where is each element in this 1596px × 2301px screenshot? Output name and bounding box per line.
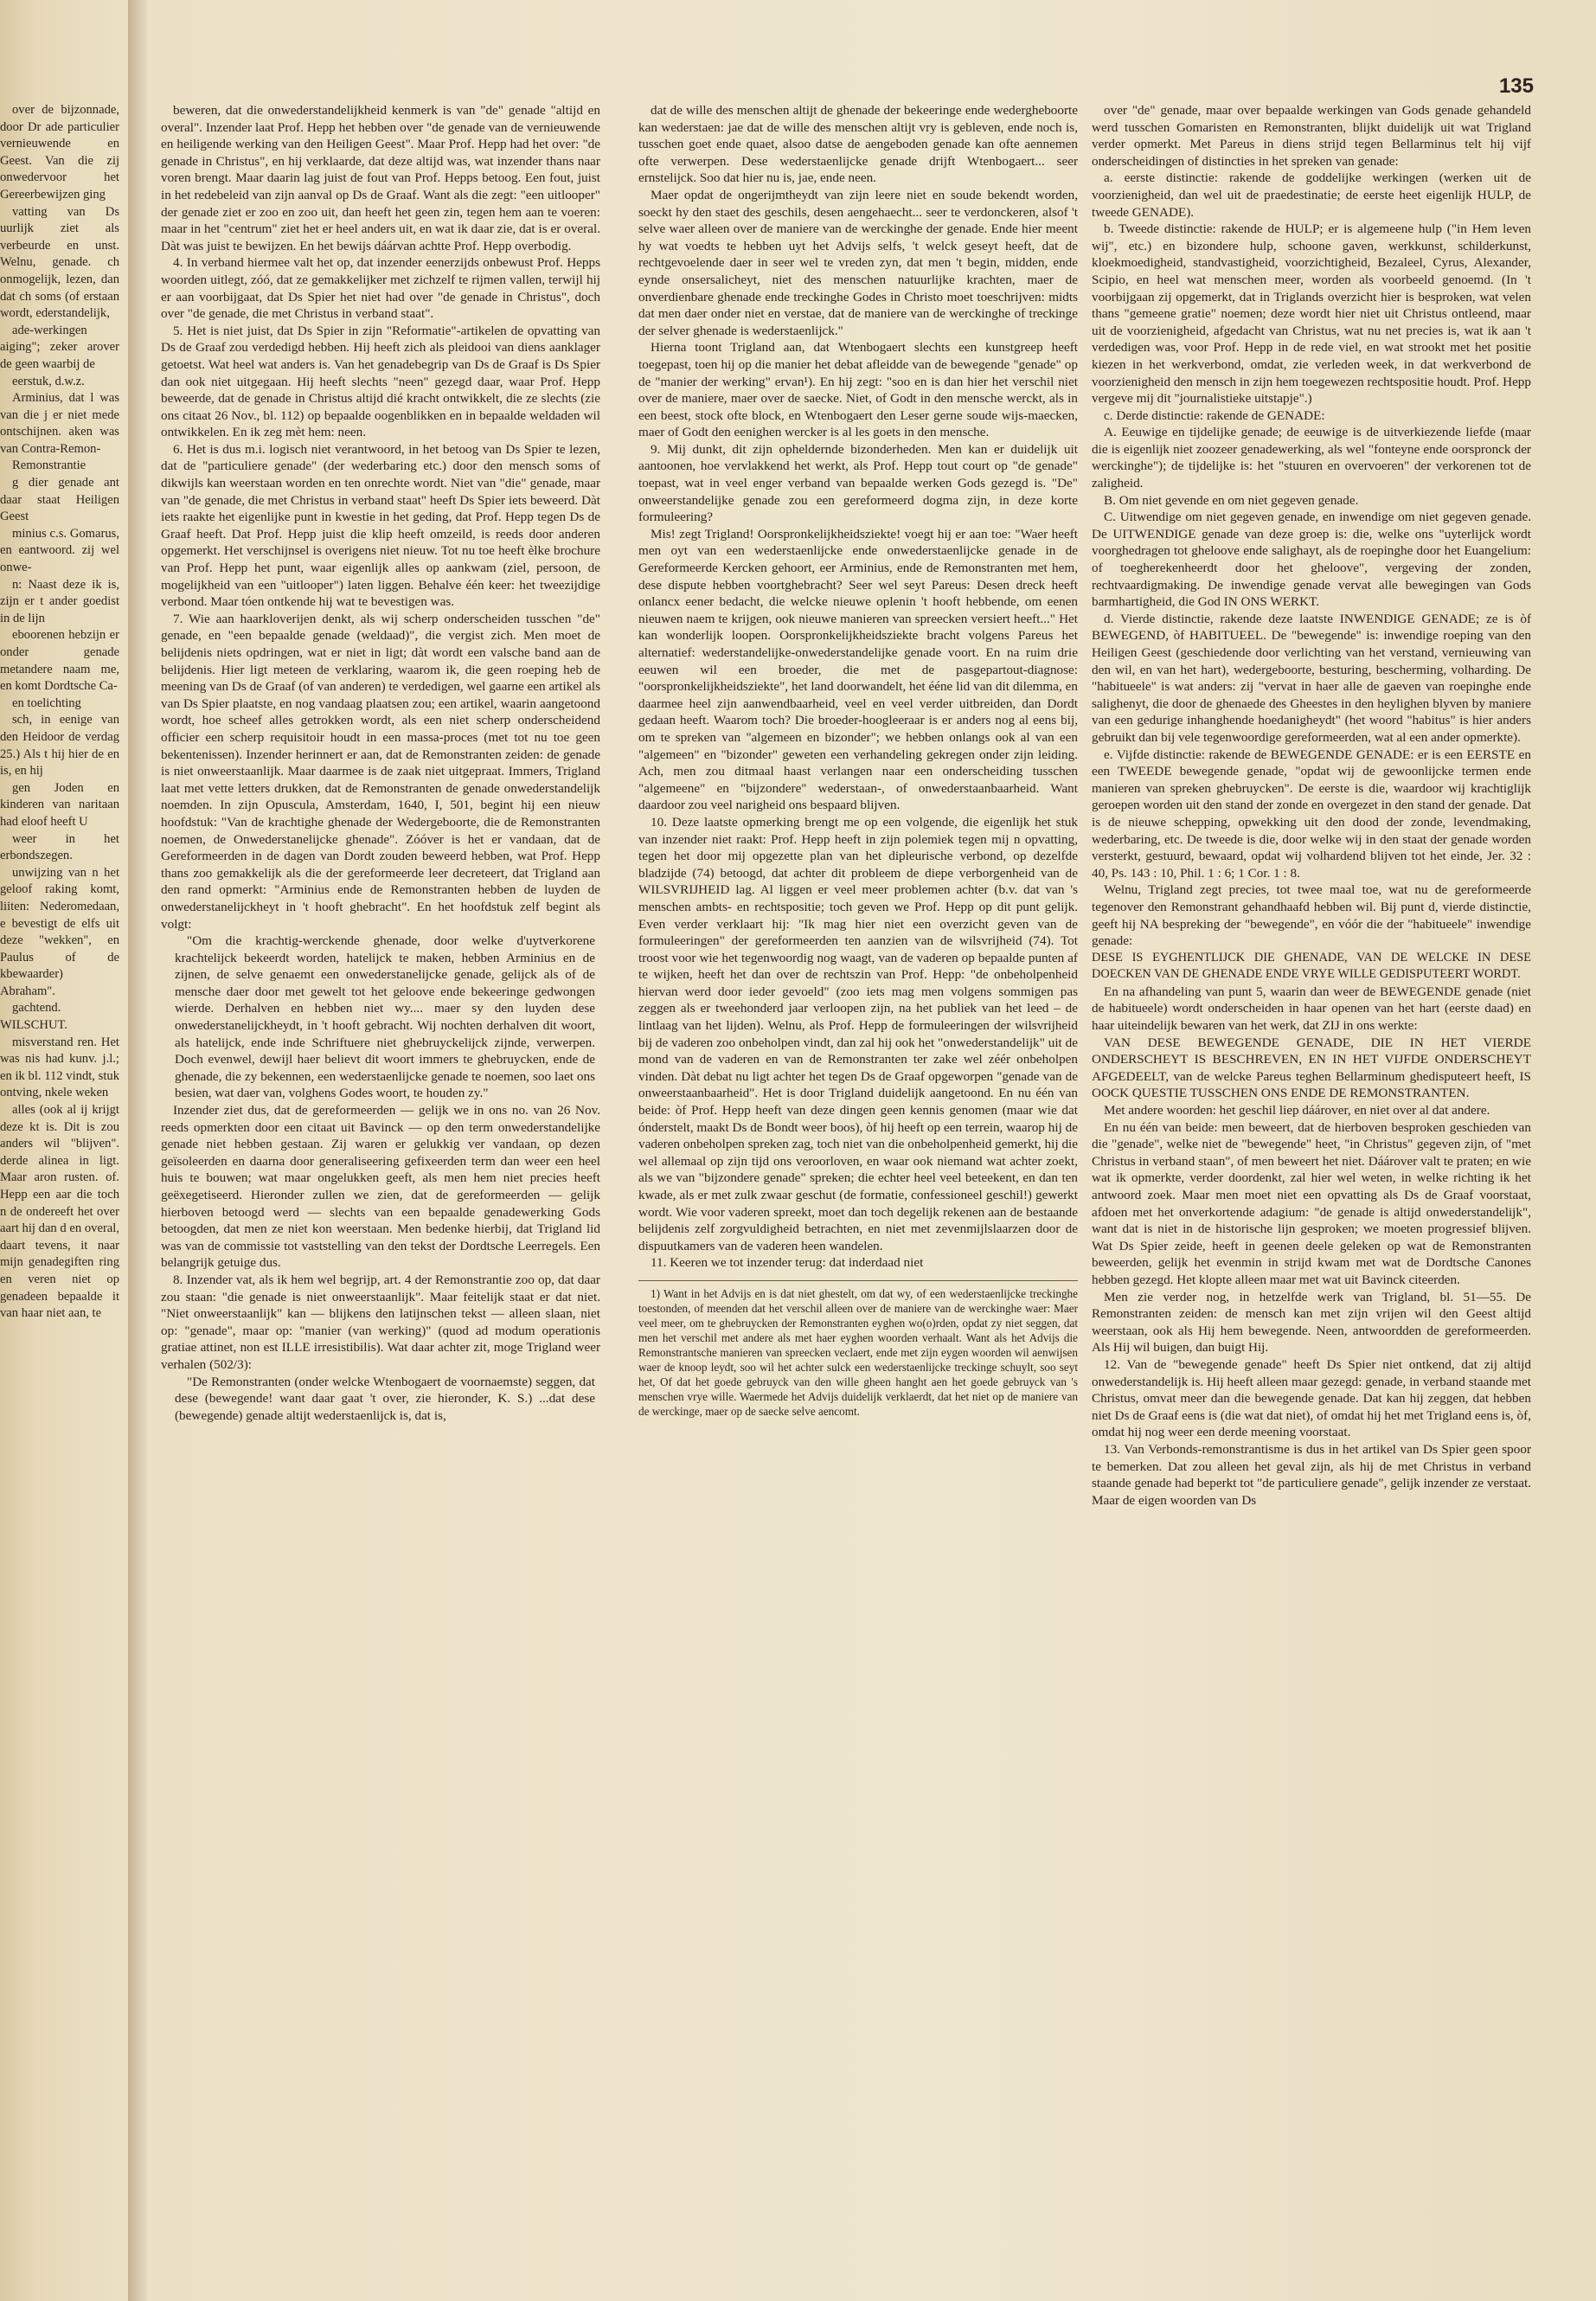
text-column-2	[638, 102, 1078, 2247]
paragraph: 10. Deze laatste opmerking brengt me op een volgende, die eigenlijk het stuk van inzender niet raakt: Prof. Hepp heeft in zijn polemiek tegen mij n opvatting, tegen het door mij opgezette plan van het dipleurische verbond, op dezelfde bladzijde (74) betoogd, dat achter dit probleem de diepe verborgenheid van de WILSVRIJHEID lag. Al liggen er veel meer problemen achter (b.v. dat van 's menschen ambts- en rechtspositie; toch geven we Prof. Hepp op dit punt gelijk. Even verder verklaart hij: "Ik mag hier niet een overzicht geven van de formuleeringen" der gereformeerden ten aanzien van de wilsvrijheid (74). Tot troost voor wie het tegenwoordig nog waagt, van de vaderen op bepaalde punten af te wijken, heeft het dan over de rechtszin van Prof. Hepp: "de onbeholpenheid hiervan werd door ieder gevoeld" (zoo iets mag men volgens sommigen pas zeggen als er tweehonderd jaar verloopen zijn, na het publiek van het leed – de lintlaag van het lijden). Welnu, als Prof. Hepp de formuleeringen der wilsvrijheid bij de vaderen zoo onbeholpen vindt, dan zal hij ook het "onwederstandelijk" uit de mond van de vaderen en van de Remonstranten ter zake wel zéér onbeholpen vinden. Dàt debat nu ligt achter het tegen Ds de Graaf opgeworpen "genade van de onweerstaanbaarheid". Het is door Trigland duidelijk aangetoond. En nu één van beide: òf Prof. Hepp heeft van deze dingen geen kennis genomen (maar wie dat ónderstelt, maakt Ds de Bondt weer boos), òf hij heeft op een terrein, waarop hij de vaderen onbeholpen spreken zag, toch niet van die onbeholpenheid gemerkt, hij die wel allemaal op zijn tijd ons veroorloven, en waar ook niemand wat achter zoekt, als we van "bijzondere genade" spreken; die echter heel veel beteekent, en dan ten kwade, als er met zulk zwaar geschut (de formatie, confessioneel geschil!) gewerkt wordt. Wie voor vaderen spreekt, moet dan toch degelijk rekenen aan de bestaande belijdenis zelf zorgvuldigheid betrachten, en niet met zevenmijlslaarzen door de dispuutkamers van de vaderen heen wandelen.	[638, 814, 1078, 1253]
paragraph: "Om die krachtig-werckende ghenade, door welke d'uytverkorene krachtelijck bekeerdt worden, hatelijck te maken, hebben Arminius en de zijnen, de selve genaemt een onwederstanelijcke genade, gelijck als of de mensche daer door met gewelt tot het geloove ende bekeeringe gedwongen wierde. Derhalven en hebben niet wy.... maer sy den luyden dese onwederstanelijckheydt, in 't hooft gebracht. Wij nochten derhalven dit woort, als hatelijck, ende inde Schriftuere niet ghebruyckelijck zijnde, verwerpen. Doch evenwel, dewijl haer believt dit woort immers te ghebruycken, ende de ghenade, die zy bekennen, een wederstaenlijcke genade te noemen, soo laet ons besien, wat daer van, volghens Godes woort, te houden zy."	[175, 933, 595, 1101]
paragraph: C. Uitwendige om niet gegeven genade, en inwendige om niet gegeven genade. De UITWENDIGE genade van deze groep is: die, welke ons "uyterlijck wordt voorghedragen tot gheloove ende salighayt, als de roepinghe door het Euangelium: of toegherekenheerdt door het gheloove", vergeving der zonden, rechtvaardigmaking. De inwendige genade vervat alle bewegingen van Gods barmhartigheid, die God IN ONS WERKT.	[1092, 510, 1531, 610]
margin-paragraph: vatting van Ds uurlijk ziet als verbeurde en unst. Welnu, genade. ch onmogelijk, lezen, dan dat ch soms (of erstaan wordt, ederstandelijk,	[0, 204, 119, 321]
paragraph: 6. Het is dus m.i. logisch niet verantwoord, in het betoog van Ds Spier te lezen, dat de "particuliere genade" (der wederbaring etc.) door den mensch soms of dikwijls kan weerstaan worden en ten onrechte wordt. Niet van "die" genade, maar van "de genade, die met Christus in verband staat" heeft Ds Spier iets beweerd. Dàt iets raakte het eigenlijke punt in kwestie in het geding, dat Prof. Hepp tegen Ds de Graaf heeft. Dat Prof. Hepp juist die klip heeft omzeild, is reeds door anderen opgemerkt. Het verschijnsel is overigens niet nieuw. Tot nu toe heeft èlke brochure van Prof. Hepp het punt, waar eigenlijk alles op aankwam (ziel, persoon, de mogelijkheid van een "uitlooper") laten liggen. Behalve één keer: het tweezijdige verbond. Maar tóen ontkende hij wat te bevestigen was.	[161, 441, 600, 610]
margin-paragraph: ade-werkingen aiging"; zeker arover de geen waarbij de	[0, 323, 119, 371]
margin-paragraph: minius c.s. Gomarus, en eantwoord. zij wel onwe-	[0, 526, 119, 575]
paragraph: Inzender ziet dus, dat de gereformeerden — gelijk we in ons no. van 26 Nov. reeds opmerkten door een citaat uit Bavinck — op den term onwederstandelijke genade niet hebben gestaan. Zij waren er gelukkig ver vandaan, op dezen geïsoleerden en daarna door generaliseering gefixeerden term dan weer een heel huis te bouwen; wat maar ongelukken geeft, als men hem niet precies heeft geëxegetiseerd. Hieronder zullen we zien, dat de gereformeerden — gelijk hierboven betoogd werd — slechts van een bepaalde genadewerking Gods betoogden, dat men ze niet kon weerstaan. Men bedenke hierbij, dat Trigland lid was van de commissie tot vaststelling van den tekst der Dordtsche Leerregels. Een belangrijk getuige dus.	[161, 1103, 600, 1271]
margin-paragraph: sch, in eenige van den Heidoor de verdag 25.) Als t hij hier de en is, en hij	[0, 713, 119, 779]
paragraph: VAN DESE BEWEGENDE GENADE, DIE IN HET VIERDE ONDERSCHEYT IS BESCHREVEN, EN IN HET VIJFDE ONDERSCHEYT AFGEDEELT, van de welcke Pareus teghen Bellarminum ghedisputeert heeft, IS OOCK QUESTIE TUSSCHEN ONS ENDE DE REMONSTRANTEN.	[1092, 1035, 1531, 1101]
margin-column	[0, 102, 119, 2247]
margin-paragraph: Remonstrantie	[12, 458, 87, 473]
page-fold-shadow	[128, 0, 147, 2301]
margin-paragraph: eboorenen hebzijn er onder genade metandere naam me, en komt Dordtsche Ca-	[0, 628, 119, 694]
paragraph: Maer opdat de ongerijmtheydt van zijn leere niet en soude bekendt worden, soeckt hy den staet des geschils, desen aengehaecht... seer te verdonckeren, alsof 't selve waer alleen over de maniere van de werckinghe der genade. Ende hier meent hy wat voedts te hebben uyt het Advijs selfs, 't welck geseyt heeft, dat de rechtgevoelende daer in seer wel te vreden zyn, dat men 't begin, midden, ende eynde onsersalicheyt, niet des menschen natuurlijke krachten, maer de onverdienbare ghenade ende treckinghe Godes in Christo moet toeschrijven: midts dat men daer onder niet en verstae, dat de maniere van de werckinghe of treckinge der selver ghenade is wederstaenlijck."	[638, 187, 1078, 338]
paragraph: Men zie verder nog, in hetzelfde werk van Trigland, bl. 51—55. De Remonstranten zeiden: de mensch kan met zijn vrijen wil den Geest altijd weerstaan, ook als Hij hem bewegende. Neen, antwoordden de gereformeerden. Als Hij wil buigen, dan buigt Hij.	[1092, 1289, 1531, 1356]
margin-paragraph: eerstuk, d.w.z.	[12, 374, 85, 388]
paragraph: beweren, dat die onwederstandelijkheid kenmerk is van "de" genade "altijd en overal". Inzender laat Prof. Hepp het hebben over "de genade van de vernieuwende en heiligende werking van den Heiligen Geest". Maar Prof. Hepp had het over: "de genade in Christus", en hij verklaarde, dat deze altijd was, wat inzender thans naar voren brengt. Maar daarin lag juist de fout van Prof. Hepps betoog. Een fout, juist in het redebeleid van zijn aanval op Ds de Graaf. Want als die zegt: "een uitlooper" der genade ziet er zoo en zoo uit, dan heeft het geen zin, tegen hem aan te voeren: maar in het "centrum" ziet het er heel anders uit, en wat ik daar zie, dat is er overal. Dàt was juist te bewijzen. En het bewijs dáárvan achtte Prof. Hepp overbodig.	[161, 103, 600, 253]
paragraph: 4. In verband hiermee valt het op, dat inzender eenerzijds onbewust Prof. Hepps woorden uitlegt, zóó, dat ze gemakkelijker met zichzelf te rijmen vallen, terwijl hij er aan voorbijgaat, dat Ds Spier het niet had over "de genade in Christus", doch over "de genade, die met Christus in verband staat".	[161, 255, 600, 322]
margin-paragraph: over de bijzonnade, door Dr ade particulier vernieuwende en Geest. Van die zij onwedervoor het Gereerbewijzen ging	[0, 103, 119, 202]
paragraph: A. Eeuwige en tijdelijke genade; de eeuwige is de uitverkiezende liefde (maar die is eigenlijk niet zoozeer genadewerking, als wel "fonteyne ende oorspronck der werckinghe"); de tijdelijke is: het "stuuren en overvoeren" der verkorenen tot de zaligheid.	[1092, 425, 1531, 491]
page-number: 135	[1498, 74, 1534, 98]
text-column-3	[1092, 102, 1531, 2247]
paragraph: 11. Keeren we tot inzender terug: dat inderdaad niet	[651, 1255, 924, 1271]
paragraph: e. Vijfde distinctie: rakende de BEWEGENDE GENADE: er is een EERSTE en een TWEEDE bewegende genade, "opdat wij de gewoonlijcke termen ende manieren van spreken ghebruycken". De eerste is die, waardoor wij krachtiglijk geroepen worden uit den stand der zonde en overgezet in den stand der genade. Dat is de nieuwe schepping, opwekking uit den dood der zonde, levendmaking, wederbaring, etc. De tweede is die, door welke wij in den staat der genade worden versterkt, gestuurd, bewaard, opdat wij volhardend blijven tot het einde, Jer. 32 : 40, Ps. 143 : 10, Phil. 1 : 6; 1 Cor. 1 : 8.	[1092, 747, 1531, 881]
paragraph: En nu één van beide: men beweert, dat de hierboven besproken geschieden van die "genade", welke niet de "bewegende" heet, "in Christus" gegeven zijn, of "met Christus in verband staan", of men beweert het niet. Dáárover valt te praten; en wie wat ik opmerkte, verder doordenkt, zal hier wel weten, in welke richting ik het antwoord zoek. Maar men moet niet een opvatting als Ds de Graaf voorstaat, afdoen met het onverkortende adagium: "de genade is altijd onwederstandelijk", want dat is niet in de historische lijn gesproken; we moeten progressief blijven. Wat Ds Spier zeide, heeft in geenen deele geleken op wat de Remonstranten beweerden, gelijk het evenmin in strijd kwam met wat de Dordtsche Canones hebben gezegd. Het klopte alleen maar met wat uit Bavinck citeerden.	[1092, 1119, 1531, 1287]
margin-paragraph: weer in het erbondszegen.	[0, 831, 119, 863]
margin-paragraph: g dier genade ant daar staat Heiligen Geest	[0, 476, 119, 524]
margin-paragraph: n: Naast deze ik is, zijn er t ander goedist in de lijn	[0, 577, 119, 625]
paragraph: Welnu, Trigland zegt precies, tot twee maal toe, wat nu de gereformeerde tegenover den Remonstrant gehandhaafd hebben wil. Bij punt d, vierde distinctie, geeft hij NA bespreking der "bewegende", en vóór die der "habitueele" inwendige genade:	[1092, 882, 1531, 949]
paragraph: 8. Inzender vat, als ik hem wel begrijp, art. 4 der Remonstrantie zoo op, dat daar zou staan: "die genade is niet onweerstaanlijk". Maar feitelijk staat er dat niet. "Niet onweerstaanlijk" kan — blijkens den latijnschen tekst — alleen slaan, niet op: "genade", maar op: "manier (van werking)" (quod ad modum operationis gratiae attinet, non est ILLE irresistibilis). Wat daar achter zit, moge Trigland weer verhalen (502/3):	[161, 1272, 600, 1372]
paragraph: 13. Van Verbonds-remonstrantisme is dus in het artikel van Ds Spier geen spoor te bemerken. Dat zou alleen het geval zijn, als hij de met Christus in verband staande genade had beperkt tot "de particuliere genade", gelijk inzender ze verstaat. Maar de eigen woorden van Ds	[1092, 1441, 1531, 1508]
paragraph: c. Derde distinctie: rakende de GENADE:	[1104, 407, 1325, 423]
paragraph: 7. Wie aan haarkloverijen denkt, als wij scherp onderscheiden tusschen "de" genade, en "een bepaalde genade (weldaad)", die vergist zich. Men moet de belijdenis niets opdringen, wat er niet in ligt; dàt wordt een valsche band aan de belijdenis. Hier ligt meteen de verklaring, waarom ik, die geen roeping heb de meening van Ds de Graaf (of van anderen) te verdedigen, wel gaarne een artikel als van Ds Spier plaatste, en nog vandaag plaatsen zou; een artikel, waarin aangetoond wordt, hoe scheef alles getrokken wordt, als een niet scherp onderscheidend officier een scherp requisitoir houdt in een massa-proces (met tot nu toe geen bekentenissen). Inzender herinnert er aan, dat de Remonstranten zeiden: de genade is niet onweerstaanlijk. Maar daarmee is de zaak niet uitgepraat. Immers, Trigland laat met vette letters drukken, dat de Remonstranten de genade onwederstandelijk noemden. In zijn Opuscula, Amsterdam, 1640, I, 501, begint hij een nieuw hoofdstuk: "Van de krachtighe ghenade der Wedergeboorte, die de Remonstranten noemen, de Onwederstanelijcke ghenade". Zóóver is het er vandaan, dat de Gereformeerden in de dagen van Dordt zouden beweerd hebben, wat Prof. Hepp thans zoo gemakkelijk als die der gereformeerde leer decreteert, dat Trigland aan den rand opmerkt: "Arminius ende de Remonstranten hebben de luyden de onwederstanelijckheyt in 't hooft ghebracht". En het hoofdstuk zelf begint als volgt:	[161, 611, 600, 932]
paragraph: a. eerste distinctie: rakende de goddelijke werkingen (werken uit de voorzienigheid, dan wel uit de praedestinatie; de eerste heet eigenlijk HULP, de tweede GENADE).	[1092, 170, 1531, 220]
paragraph: DESE IS EYGHENTLIJCK DIE GHENADE, VAN DE WELCKE IN DESE DOECKEN VAN DE GHENADE ENDE VRYE WILLE GEDISPUTEERT WORDT.	[1092, 950, 1531, 982]
margin-paragraph: unwijzing van n het geloof raking komt, liiten: Nederomedaan, e bevestigt de elfs uit deze "wekken", en Paulus of de kbewaarder) Abraham".	[0, 865, 119, 998]
paragraph: b. Tweede distinctie: rakende de HULP; er is algemeene hulp ("in Hem leven wij", etc.) en bizondere hulp, schoone gaven, werkkunst, schilderkunst, kloekmoedigheid, standvastigheid, voorzichtigheid, Bezaleel, Cyrus, Alexander, Scipio, en heel wat menschen meer, worden als voorbeeld genoemd. (In 't voorbijgaan zij opgemerkt, dat in Triglands overzicht hier is besproken, wat velen thans "gemeene gratie" noemen; deze wordt hier niet uit Christus ontleend, maar uit de voorzienigheid, afgedacht van Christus, wat nu net precies is, wat ik aan 't verdedigen was, voor Prof. Hepp in de rede viel, en wat strookt met het positie kiezen in het werkverbond, omdat, zie verleden week, in dat werkverbond de voorzienigheid den mensch in zijn hem toegewezen rechtspositie houdt. Prof. Hepp vergeve mij dit "journalistieke uitstapje".)	[1092, 221, 1531, 407]
margin-paragraph: alles (ook al ij krijgt deze kt is. Dit is zou anders wil "blijven". derde alinea in ligt. Maar aron rusten. of. Hepp een aar die toch n de ondereeft het over aart hij dan d en overal, daart tevens, it naar mijn genadegiften ring en veren niet op genadeen bepaalde it van haar niet aan, te	[0, 1103, 119, 1321]
text-column-1	[161, 102, 600, 2247]
paragraph: over "de" genade, maar over bepaalde werkingen van Gods genade gehandeld werd tusschen Gomaristen en Remonstranten, blijkt duidelijk uit wat Trigland verder opmerkt. Met Pareus in diens strijd tegen Bellarminus telt hij vijf onderscheidingen of distincties in het spreken van genade:	[1092, 103, 1531, 169]
footnote	[638, 1280, 1078, 1419]
paragraph: En na afhandeling van punt 5, waarin dan weer de BEWEGENDE genade (niet de habitueele) wordt onderscheiden in haar openen van het hart (eerste daad) en haar uiteindelijk bewaren van het werk, dat ZIJ in ons werkte:	[1092, 984, 1531, 1034]
margin-paragraph: gen Joden en kinderen van naritaan had eloof heeft U	[0, 780, 119, 829]
paragraph: 12. Van de "bewegende genade" heeft Ds Spier niet ontkend, dat zij altijd onwederstandelijk is. Hij heeft alleen maar gezegd: genade, in verband staande met Christus, omvat meer dan die bewegende genade. Dat kan hij zeggen, dat hebben niet Ds de Graaf eens is (die wat dat niet), of omdat hij het met Trigland eens is, òf, omdat hij nog weer een derde meening voorstaat.	[1092, 1356, 1531, 1440]
paragraph: 5. Het is niet juist, dat Ds Spier in zijn "Reformatie"-artikelen de opvatting van Ds de Graaf zou verdedigd hebben. Hij heeft zich als pleidooi van diens aanklager getoetst. Wat heel wat anders is. Van het genadebegrip van Ds de Graaf is Ds Spier dan ook niet uitgegaan. Hij heeft slechts "neen" gezegd daar, waar Prof. Hepp beweerde, dat de genade in Christus altijd dié kracht ontwikkelt, die ze slechts (zie ons citaat 26 Nov., bl. 112) op bepaalde oogenblikken en in bepaalde weldaden wil ontwikkelen. En ik zeg mèt hem: neen.	[161, 323, 600, 440]
paragraph: Mis! zegt Trigland! Oorspronkelijkheidsziekte! voegt hij er aan toe: "Waer heeft men oyt van een wederstaenlijcke ende onwederstaenlijcke genade in de Gereformeerde Kercken gehoort, eer Arminius, ende de Remonstranten met hem, dese dispute hebben voortghebracht? Seer wel seyt Pareus: Desen dreck heeft onlancx eener bedacht, die welcke nieuwe oplenin 't hooft hebbende, om eenen nieuwen naem te krijgen, ook nieuwe manieren van spreecken versiert heeft..." Het kan wonderlijk loopen. Oorspronkelijkheidsziekte bracht volgens Pareus het alternatief: wederstandelijke-onwederstandelijke genade voort. En na ruim drie eeuwen wil een broeder, die met de pasgepartout-diagnose: "oorspronkelijkheidsziekte", het land doorwandelt, het ééne lid van dit dilemma, en daarmee heel zijn aanwendbaarheid, veel en veel verder uitbreiden, dan Dordt gedaan heeft. Waarom toch? Die broeder-hoogleeraar is er anders nog al eens bij, om te spreken van "algemeen en bizonder"; we hebben onlangs ook al van een "algemeen" en "bizonder" geweten een verhandeling gekregen onder zijn leiding. Ach, men zou ditmaal haast verlangen naar een onderscheiding tusschen "algemeene" en "bijzondere" wederstaan-, of onwederstaanbaarheid. Want daardoor zou veel narigheid ons bespaard blijven.	[638, 526, 1078, 813]
paragraph: dat de wille des menschen altijt de ghenade der bekeeringe ende wedergheboorte kan wederstaen: jae dat de wille des menschen altijt vry is gebleven, ende noch is, tusschen goet ende quaet, alsoo datse de aengeboden genade kan ofte aennemen ofte verwerpen. Dese wederstaenlijcke genade drijft Wtenbogaert... seer ernstelijck. Soo dat hier nu is, jae, ende neen.	[638, 103, 1078, 186]
paragraph: Met andere woorden: het geschil liep dáárover, en niet over al dat andere.	[1104, 1103, 1490, 1118]
footnote-text: 1) Want in het Advijs en is dat niet ghestelt, om dat wy, of een wederstaenlijcke treckinghe toestonden, of meenden dat het verschil alleen over de maniere van de werckinghe waer: Maer veel meer, om te ghebruycken der Remonstranten eyghen wo(o)rden, opdat zy niet seggen, dat men het verschil met andere als met haer eyghen woorden verhaalt. Want als het Advijs die Remonstrantsche manieren van spreecken veclaert, ende met zijn eygen woorden wil aenwijsen waer de knoop leydt, soo wil het achter sulck een wederstaenlijcke treckinge schuylt, soo seyt het, Of dat het goede gebruyck van den wille gheen hanght aen het goede gebruyck van 's menschen vrye wille. Waermede het Advijs duidelijk verklaerdt, dat het niet op de maniere van de werckinge, maer op de saecke selve aencomt.	[638, 1286, 1078, 1418]
margin-paragraph: gachtend. WILSCHUT.	[0, 1001, 67, 1033]
paragraph: 9. Mij dunkt, dit zijn opheldernde bizonderheden. Men kan er duidelijk uit aantoonen, hoe vervlakkend het werkt, als Prof. Hepp tout court op "de genade" toepast, wat in veel enger verband van bepaalde werken Gods gezegd is. "De" onweerstandelijke genade zou een gereformeerd dogma zijn, in deze korte formuleering?	[638, 441, 1078, 525]
paragraph: B. Om niet gevende en om niet gegeven genade.	[1104, 492, 1359, 508]
margin-paragraph: Arminius, dat l was van die j er niet mede ontschijnen. aken was van Contra-Remon-	[0, 391, 119, 456]
paragraph: d. Vierde distinctie, rakende deze laatste INWENDIGE GENADE; ze is òf BEWEGEND, òf HABITUEEL. De "bewegende" is: inwendige roeping van den Heiligen Geest (geschiedende door verlichting van het verstand, vernieuwing van den wil, en van het hart), wedergeboorte, besturing, bescherming, volharding. De "habitueele" is wat anders: zij "vervat in haer alle de gaeven van roepinghe ende salighenyt, die door de ghenaede des Gheestes in den heylighen blyven by maniere van een gedurige inhanghende hoedanigheydt" (het woord "habitus" is hier anders gebruikt dan bij vele tegenwoordige gereformeerden, wat al een ander opmerkte).	[1092, 611, 1531, 745]
paragraph: Hierna toont Trigland aan, dat Wtenbogaert slechts een kunstgreep heeft toegepast, toen hij op die manier het debat afleidde van de bewegende "genade" op de "manier der werking" ervan¹). En hij zegt: "soo en is dan hier het verschil niet over de maniere, maer over de saecke. Niet, of Godt in den mensche werckt, als in een beest, stock ofte block, en Wtenbogaert den Leser gerne soude wijs-maecken, maer of Godt den eenighen wercker is al les goets in den mensche.	[638, 340, 1078, 440]
margin-paragraph: en toelichting	[12, 695, 81, 710]
margin-paragraph: misverstand ren. Het was nis had kunv. j.l.; en ik bl. 112 vindt, stuk ontving, nkele weken	[0, 1035, 119, 1100]
paragraph: "De Remonstranten (onder welcke Wtenbogaert de voornaemste) seggen, dat dese (bewegende! want daar gaat 't over, zie hieronder, K. S.) ...dat dese (bewegende) genade altijt wederstaenlijck is, dat is,	[175, 1374, 595, 1423]
